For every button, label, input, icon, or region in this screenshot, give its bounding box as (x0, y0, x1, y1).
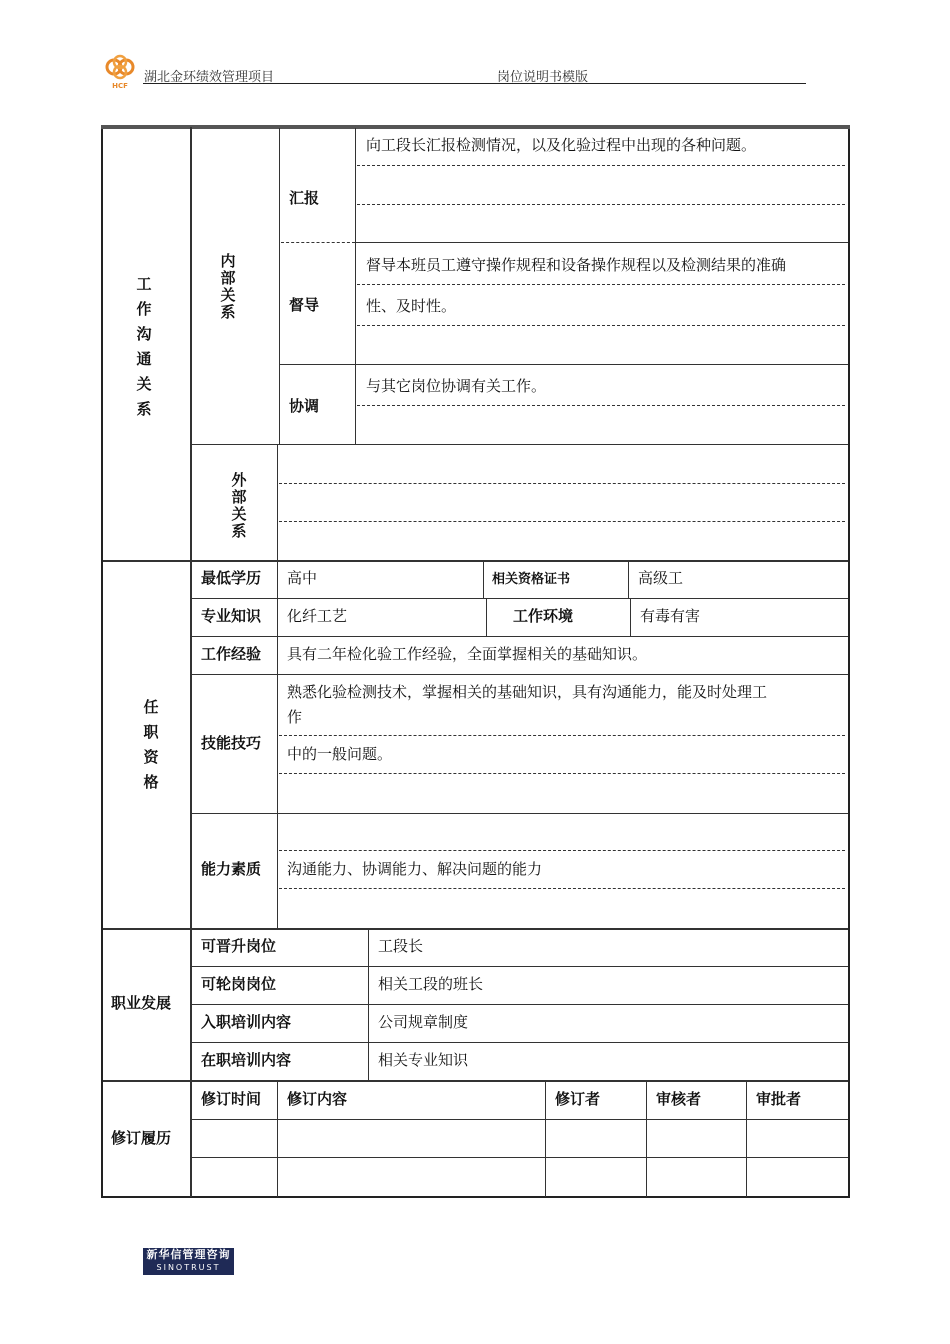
environment-value: 有毒有害 (640, 607, 701, 625)
revision-header-content: 修订内容 (287, 1090, 348, 1108)
external-relations-label: 外部关系 (231, 471, 247, 540)
promotion-value: 工段长 (378, 937, 424, 955)
dashed-rule (279, 888, 845, 889)
skills-text-line1-wrap: 作 (287, 708, 303, 726)
row-divider (192, 813, 848, 814)
col-divider (630, 598, 631, 636)
inservice-training-label: 在职培训内容 (201, 1051, 292, 1069)
min-education-value: 高中 (287, 569, 318, 587)
certificate-label: 相关资格证书 (492, 572, 571, 587)
col-divider (486, 598, 487, 636)
col-divider (277, 1081, 278, 1197)
col-divider (746, 1081, 747, 1197)
revision-header-reviewer: 审核者 (656, 1090, 702, 1108)
col-divider (628, 561, 629, 598)
col-divider (483, 561, 484, 598)
col-divider (355, 128, 356, 445)
onboarding-training-label: 入职培训内容 (201, 1013, 292, 1031)
supervise-label: 督导 (289, 296, 320, 314)
dashed-rule (357, 325, 845, 326)
revision-header-reviser: 修订者 (555, 1090, 601, 1108)
supervise-text-line2: 性、及时性。 (366, 297, 457, 315)
skills-text-line1: 熟悉化验检测技术，掌握相关的基础知识，具有沟通能力，能及时处理工 (287, 683, 768, 701)
internal-relations-label: 内部关系 (220, 252, 236, 321)
revision-header-time: 修订时间 (201, 1090, 262, 1108)
row-divider (192, 598, 848, 599)
dashed-rule (357, 284, 845, 285)
rotation-value: 相关工段的班长 (378, 975, 484, 993)
dashed-rule (279, 773, 845, 774)
row-divider (103, 560, 848, 562)
certificate-value: 高级工 (638, 569, 684, 587)
experience-value: 具有二年检化验工作经验，全面掌握相关的基础知识。 (287, 645, 648, 663)
col-divider (277, 561, 278, 928)
dashed-rule (279, 521, 845, 522)
promotion-label: 可晋升岗位 (201, 937, 277, 955)
min-education-label: 最低学历 (201, 569, 262, 587)
dashed-rule (357, 204, 845, 205)
ability-label: 能力素质 (201, 860, 262, 878)
row-divider (192, 1004, 848, 1005)
section-label-revision: 修订履历 (111, 1129, 172, 1147)
company-logo (101, 54, 139, 90)
col-divider (646, 1081, 647, 1197)
row-divider (103, 928, 848, 930)
consultancy-logo (143, 1248, 234, 1275)
row-divider (192, 1042, 848, 1043)
supervise-text-line1: 督导本班员工遵守操作规程和设备操作规程以及检测结果的准确 (366, 256, 787, 274)
report-text: 向工段长汇报检测情况，以及化验过程中出现的各种问题。 (366, 136, 757, 154)
col-divider (279, 128, 280, 445)
document-type: 岗位说明书模版 (497, 70, 589, 85)
section-label-communication: 工作沟通关系 (136, 275, 152, 418)
consultancy-name-en: SINOTRUST (156, 1263, 221, 1272)
consultancy-name-cn: 新华信管理咨询 (146, 1248, 231, 1261)
section-label-career: 职业发展 (111, 994, 172, 1012)
table-top-border (101, 125, 850, 129)
row-divider (355, 242, 848, 243)
row-divider (192, 966, 848, 967)
skills-label: 技能技巧 (201, 734, 262, 752)
logo-text: HCF (112, 82, 128, 90)
header-rule (143, 83, 806, 84)
row-divider (192, 674, 848, 675)
ability-value: 沟通能力、协调能力、解决问题的能力 (287, 860, 543, 878)
dashed-rule (279, 735, 845, 736)
row-divider (192, 1119, 848, 1120)
section-divider (190, 127, 192, 1197)
row-divider (192, 636, 848, 637)
col-divider (277, 444, 278, 560)
col-divider (545, 1081, 546, 1197)
inservice-training-value: 相关专业知识 (378, 1051, 469, 1069)
coordinate-text: 与其它岗位协调有关工作。 (366, 377, 547, 395)
section-label-qualification: 任职资格 (143, 698, 159, 791)
dashed-rule (279, 850, 845, 851)
rotation-label: 可轮岗岗位 (201, 975, 277, 993)
col-divider (368, 929, 369, 1081)
row-divider (192, 444, 848, 445)
revision-header-approver: 审批者 (756, 1090, 802, 1108)
dashed-rule (281, 242, 355, 243)
dashed-rule (357, 165, 845, 166)
row-divider (279, 364, 848, 365)
project-title: 湖北金环绩效管理项目 (144, 70, 275, 85)
coordinate-label: 协调 (289, 397, 320, 415)
dashed-rule (357, 405, 845, 406)
row-divider (103, 1080, 848, 1082)
row-divider (192, 1157, 848, 1158)
knowledge-value: 化纤工艺 (287, 607, 348, 625)
report-label: 汇报 (289, 189, 320, 207)
dashed-rule (279, 483, 845, 484)
knowledge-label: 专业知识 (201, 607, 262, 625)
environment-label: 工作环境 (513, 607, 574, 625)
onboarding-training-value: 公司规章制度 (378, 1013, 469, 1031)
skills-text-line2: 中的一般问题。 (287, 745, 393, 763)
experience-label: 工作经验 (201, 645, 262, 663)
